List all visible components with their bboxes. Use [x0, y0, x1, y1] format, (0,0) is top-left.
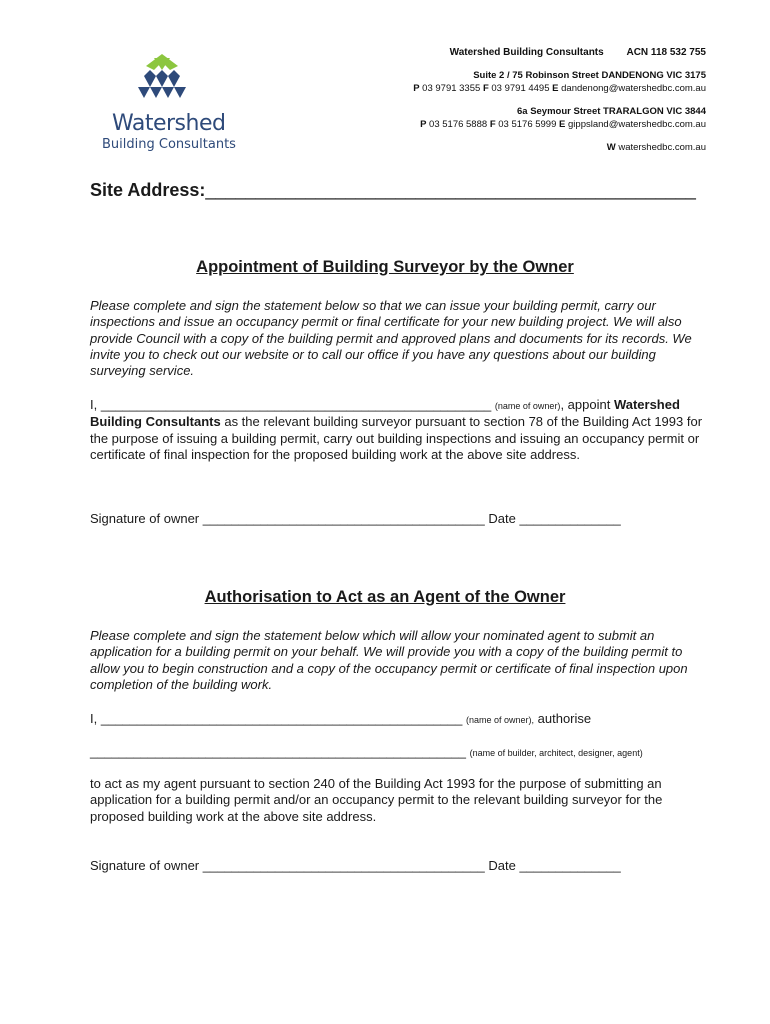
section1-appoint-text: , appoint [560, 397, 611, 412]
watershed-triangles-icon [130, 54, 210, 110]
logo-triangle-up-1 [144, 70, 156, 76]
section1-owner-line[interactable]: ______________________________________________________ [100, 397, 492, 412]
section1-date-line[interactable]: ______________ [519, 511, 621, 526]
logo-triangle-3 [168, 76, 180, 87]
logo-triangle-4 [138, 87, 150, 98]
section2-signature-row [90, 858, 710, 874]
section1-i-label: I, [90, 397, 98, 412]
office1-address: Suite 2 / 75 Robinson Street DANDENONG VIC 3175 [473, 70, 706, 81]
section2-owner-hint: (name of owner), [465, 715, 535, 725]
section2-body: to act as my agent pursuant to section 240 of the Building Act 1993 for the purpose of submitting an application for a building permit and/or an occupancy permit to the relevant building surveyor for the proposed building work at the above site address. [90, 776, 663, 824]
company-name: Watershed Building Consultants [449, 47, 604, 58]
section1-signature-label: Signature of owner [90, 511, 200, 526]
section2-owner-line[interactable]: __________________________________________________ [100, 711, 463, 726]
logo-subtitle: Building Consultants [102, 137, 236, 152]
section1-date-label: Date [488, 511, 516, 526]
section1-body: as the relevant building surveyor pursuant to section 78 of the Building Act 1993 for the purpose of issuing a building permit, carry out building inspections and issuing an occupancy permit or certificate of final inspection for the proposed building work at the above site address. [90, 414, 703, 462]
section2-agent-row [90, 744, 710, 761]
section2-agent-hint: (name of builder, architect, designer, agent) [469, 748, 643, 758]
section2-intro: Please complete and sign the statement below which will allow your nominated agent to submit an application for a building permit on your behalf. We will provide you with a copy of the building permit to allow you to begin construction and a copy of the occupancy permit or certificate of final inspection upon completion of the building work. [90, 628, 688, 692]
office2-address: 6a Seymour Street TRARALGON VIC 3844 [516, 106, 706, 117]
section2-agent-line[interactable]: ____________________________________________________ [90, 744, 466, 759]
logo-triangle-2 [156, 76, 168, 87]
section2-signature-label: Signature of owner [90, 858, 200, 873]
section1-heading: Appointment of Building Surveyor by the Owner [196, 258, 574, 276]
section1-statement [90, 397, 710, 463]
logo-name: Watershed [112, 111, 226, 136]
office1-fax: 03 9791 4495 [491, 83, 550, 94]
website-line: W watershedbc.com.au [606, 142, 706, 153]
logo-triangle-6 [162, 87, 174, 98]
section1-owner-hint: (name of owner) [494, 401, 561, 411]
section2-authorise-text: authorise [537, 711, 592, 726]
section2-date-line[interactable]: ______________ [519, 858, 621, 873]
logo-triangle-5 [150, 87, 162, 98]
site-address-field[interactable] [90, 180, 696, 201]
office1-phone: 03 9791 3355 [422, 83, 481, 94]
office2-phone: 03 5176 5888 [429, 119, 488, 130]
site-address-label: Site Address: [90, 180, 206, 200]
logo-triangle-up-3 [168, 70, 180, 76]
section2-owner-row [90, 711, 710, 728]
office2-fax: 03 5176 5999 [498, 119, 557, 130]
website: watershedbc.com.au [618, 142, 706, 153]
office2-email: gippsland@watershedbc.com.au [568, 119, 706, 130]
office2-contacts: P 03 5176 5888 F 03 5176 5999 E gippsland@watershedbc.com.au [420, 119, 706, 130]
office1-email: dandenong@watershedbc.com.au [561, 83, 706, 94]
section2-date-label: Date [488, 858, 516, 873]
company-line [413, 46, 706, 59]
logo-triangle-7 [174, 87, 186, 98]
section2-heading: Authorisation to Act as an Agent of the Owner [204, 588, 566, 606]
acn-number: ACN 118 532 755 [626, 47, 706, 58]
contact-block [413, 46, 706, 154]
office1-contacts: P 03 9791 3355 F 03 9791 4495 E dandenong@watershedbc.com.au [413, 83, 706, 94]
section2-signature-line[interactable]: _______________________________________ [202, 858, 485, 873]
site-address-line[interactable]: _________________________________________________ [205, 180, 696, 200]
section1-signature-line[interactable]: _______________________________________ [202, 511, 485, 526]
section1-firm-name: Watershed Building Consultants [90, 397, 680, 430]
company-logo [100, 54, 240, 154]
section2-i-label: I, [90, 711, 98, 726]
logo-triangle-1 [144, 76, 156, 87]
section1-signature-row [90, 511, 710, 527]
section1-intro: Please complete and sign the statement below so that we can issue your building permit, carry our inspections and issue an occupancy permit or final certificate for your new building project. We will also provide Council with a copy of the building permit and approved plans and documents for its records. We invite you to check out our website or to call our office if you have any questions about our building surveying service. [90, 298, 692, 379]
logo-triangle-up-2 [156, 70, 168, 76]
